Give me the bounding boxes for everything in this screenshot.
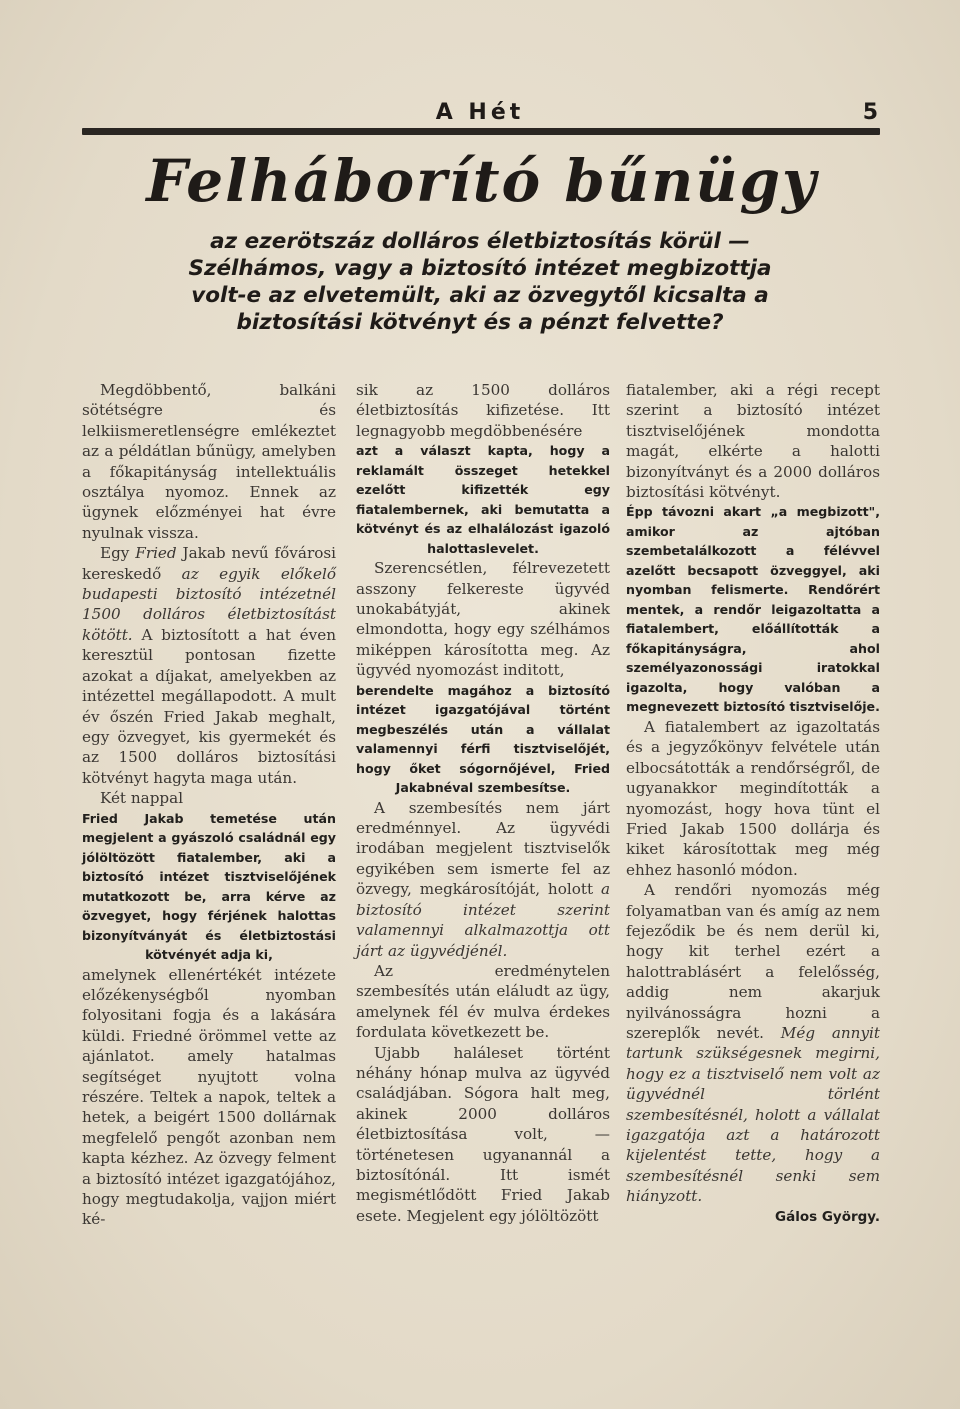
publication-title: A Hét <box>435 100 525 125</box>
page-header <box>82 100 878 128</box>
paragraph: Az eredménytelen szembesítés után eláludt az ügy, amelynek fél év mulva érdekes fordulata következett be. <box>356 961 610 1042</box>
emphasis-text: a biztosító intézet szerint valamennyi alkalmazottja ott járt az ügyvédjénél. <box>356 880 610 960</box>
bold-callout: Fried Jakab temetése után megjelent a gyászoló családnál egy jólöltözött fiatalember, aki a biztosító intézet tisztviselőjének mutatkozott be, arra kérve az özvegyet, hogy férjének halottas bizonyítványát és életbiztostási kötvényét adja ki, <box>82 810 336 963</box>
paragraph: A fiatalembert az igazoltatás és a jegyzőkönyv felvétele után elbocsátották a rendőrségről, de ugyanakkor megindították a nyomozást, hogy hova tünt el Fried Jakab 1500 dollárja és kiket károsítottak meg még ehhez hasonló módon. <box>626 717 880 879</box>
bold-callout: berendelte magához a biztosító intézet igazgatójával történt megbeszélés után a vállalat valamennyi férfi tisztviselőjét, hogy őket sógornőjével, Fried Jakabnéval szembesítse. <box>356 682 610 796</box>
header-rule <box>82 128 880 135</box>
paragraph <box>82 543 336 788</box>
paragraph: Ujabb haláleset történt néhány hónap mulva az ügyvéd családjában. Sógora halt meg, akinek 2000 dolláros életbiztosítása volt, — történetesen ugyanannál a biztosítónál. Itt ismét megismétlődött Fried Jakab esete. Megjelent egy jólöltözött <box>356 1043 610 1225</box>
text-run: Egy <box>100 544 136 563</box>
paragraph: Szerencsétlen, félrevezetett asszony felkereste ügyvéd unokabátyját, akinek elmondotta, hogy egy szélhámos miképpen károsította meg. Az ügyvéd nyomozást inditott, <box>356 559 610 680</box>
article-headline: Felháborító bűnügy <box>146 147 818 215</box>
text-run: A biztosított a hat éven keresztül pontosan fizette azokat a díjakat, amelyekben az intézettel megállapodott. A mult év őszén Fried Jakab meghalt, egy özvegyet, kis gyermekét és az 1500 dolláros biztosítási kötvényt hagyta maga után. <box>82 625 336 787</box>
text-run: Jakab nevű fővárosi kereskedő <box>82 544 336 583</box>
bold-callout: azt a választ kapta, hogy a reklamált összeget hetekkel ezelőtt kifizették egy fiatalembernek, aki bemutatta a kötvényt és az elhalálozást igazoló halottaslevelet. <box>356 443 610 556</box>
paragraph: fiatalember, aki a régi recept szerint a biztosító intézet tisztviselőjének mondotta magát, elkérte a halotti bizonyítványt és a 2000 dolláros biztosítási kötvényt. <box>626 381 880 502</box>
article-column-2 <box>356 380 610 1226</box>
paragraph: sik az 1500 dolláros életbiztosítás kifizetése. Itt legnagyobb megdöbbenésére <box>356 381 610 440</box>
article-subheadline: az ezerötszáz dolláros életbiztosítás körül — Szélhámos, vagy a biztosító intézet megbizottja volt-e az elvetemült, aki az özvegytől kicsalta a biztosítási kötvényt és a pénzt felvette? <box>188 229 772 335</box>
paragraph: Megdöbbentő, balkáni sötétségre és lelkiismeretlenségre emlékeztet az a példátlan bűnügy, amelyben a főkapitányság intellektuális osztálya nyomoz. Ennek az ügynek előzményei hat évre nyulnak vissza. <box>82 381 336 542</box>
text-run: A rendőri nyomozás még folyamatban van és amíg az nem fejeződik be és nem derül ki, hogy kit terhel ezért a halottrablásért a felelősség, addig nem akarjuk nyilvánosságra hozni a szereplők nevét. <box>626 881 880 1043</box>
bold-callout: Épp távozni akart „a megbizott", amikor az ajtóban szembetalálkozott a félévvel azelőtt becsapott özveggyel, aki nyomban felismerte. Rendőrért mentek, a rendőr leigazoltatta a fiatalembert, előállították a főkapitányságra, ahol személyazonossági iratokkal igazolta, hogy valóban a megnevezett biztosító tisztviselője. <box>626 504 880 715</box>
author-signature: Gálos György. <box>775 1208 880 1225</box>
person-name: Fried <box>135 544 177 563</box>
article-column-3 <box>626 380 880 1227</box>
paragraph: Két nappal <box>100 789 184 808</box>
paragraph: amelynek ellenértékét intézete előzékenységből nyomban folyositani fogja és a lakására küldi. Friedné örömmel vette az ajánlatot. amely hatalmas segítséget nyujtott volna részére. Teltek a napok, teltek a hetek, a beigért 1500 dollárnak megfelelő pengőt azonban nem kapta kézhez. Az özvegy felment a biztosító intézet igazgatójához, hogy megtudakolja, vajjon miért ké- <box>82 965 336 1229</box>
emphasis-text: az egyik előkelő budapesti biztosító intézetnél 1500 dolláros életbiztosítást kötött. <box>82 564 336 644</box>
paragraph <box>626 880 880 1207</box>
article-column-1 <box>82 380 336 1230</box>
emphasis-text: Még annyit tartunk szükségesnek megirni, hogy ez a tisztviselő nem volt az ügyvédnél törlént szembesítésnél, holott a vállalat igazgatója azt a határozott kijelentést tette, hogy a szembesítésnél senki sem hiányzott. <box>626 1024 880 1206</box>
paragraph <box>356 798 610 961</box>
text-run: A szembesítés nem járt eredménnyel. Az ügyvédi irodában megjelent tisztviselők egyikében sem ismerte fel az özvegy, megkárosítóját, holott <box>356 798 610 899</box>
page-number: 5 <box>862 100 878 125</box>
